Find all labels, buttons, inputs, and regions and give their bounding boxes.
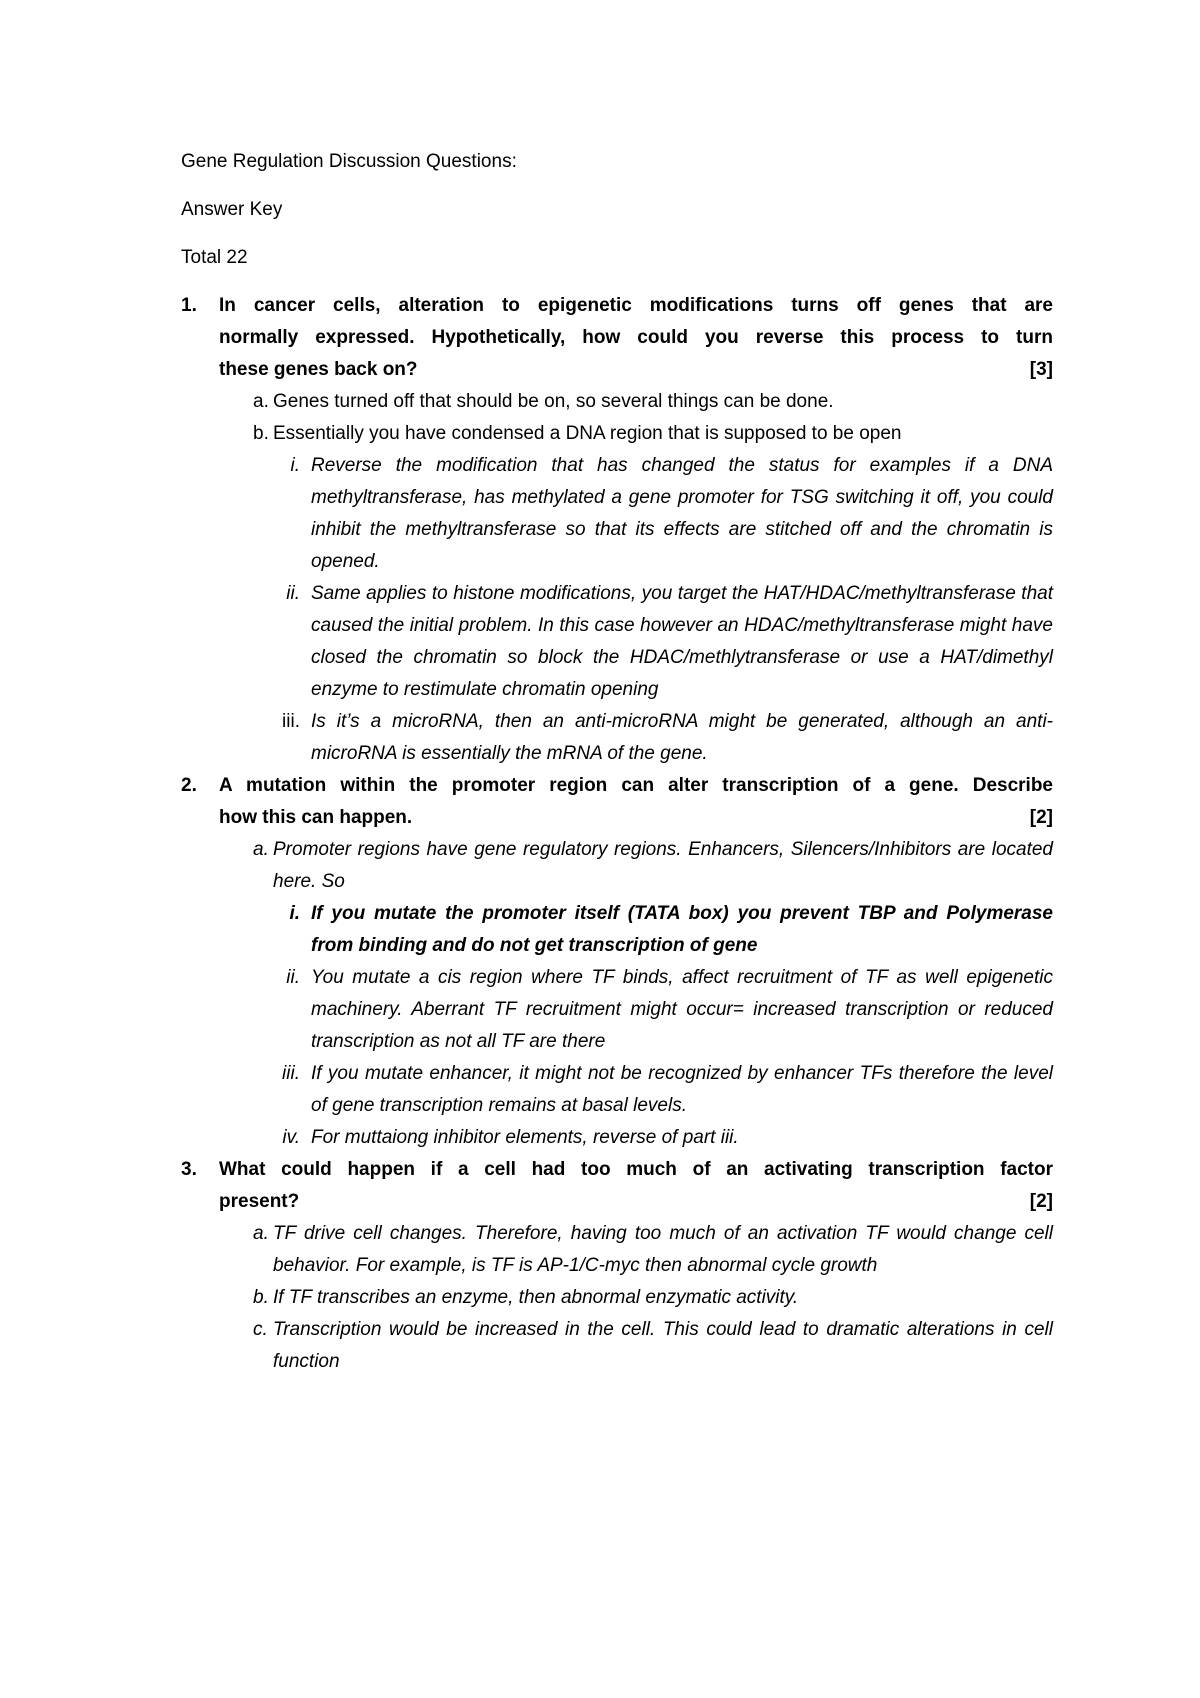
question-last-line bbox=[219, 354, 1053, 386]
answer-text: If TF transcribes an enzyme, then abnormal enzymatic activity. bbox=[273, 1287, 799, 1308]
sub-answer-marker: i. bbox=[289, 903, 300, 924]
answer-item bbox=[181, 1282, 1053, 1314]
sub-answer-text: For muttaiong inhibitor elements, reverse of part iii. bbox=[311, 1127, 739, 1148]
question-text-line: In cancer cells, alteration to epigenetic modifications turns off genes that are bbox=[219, 295, 1053, 316]
sub-answer-list bbox=[273, 450, 1053, 770]
question-3 bbox=[181, 1154, 1053, 1218]
answer-item bbox=[181, 834, 1053, 1154]
question-text-line: A mutation within the promoter region can alter transcription of a gene. Describe bbox=[219, 775, 1053, 796]
sub-answer-text: If you mutate enhancer, it might not be recognized by enhancer TFs therefore the level of gene transcription remains at basal levels. bbox=[311, 1063, 1053, 1116]
sub-answer-text: If you mutate the promoter itself (TATA box) you prevent TBP and Polymerase from binding and do not get transcription of gene bbox=[311, 903, 1053, 956]
answer-list bbox=[181, 834, 1053, 1154]
sub-answer-item bbox=[273, 962, 1053, 1058]
sub-answer-marker: ii. bbox=[286, 967, 300, 988]
answer-marker: b. bbox=[253, 423, 269, 444]
sub-answer-marker: iii. bbox=[282, 711, 300, 732]
question-marks: [2] bbox=[1029, 1191, 1053, 1212]
question-2 bbox=[181, 770, 1053, 834]
answer-item bbox=[181, 1314, 1053, 1378]
answer-text: Transcription would be increased in the cell. This could lead to dramatic alterations in cell function bbox=[273, 1319, 1053, 1372]
question-number: 2. bbox=[181, 775, 197, 796]
sub-answer-item bbox=[273, 578, 1053, 706]
answer-item bbox=[181, 386, 1053, 418]
sub-answer-text: Reverse the modification that has changed the status for examples if a DNA methyltransferase, has methylated a gene promoter for TSG switching it off, you could inhibit the methyltransferase so that its effects are stitched off and the chromatin is opened. bbox=[311, 455, 1053, 572]
sub-answer-item bbox=[273, 706, 1053, 770]
answer-item bbox=[181, 1218, 1053, 1282]
total-marks: Total 22 bbox=[181, 247, 248, 268]
answer-text: Genes turned off that should be on, so several things can be done. bbox=[273, 391, 834, 412]
question-number: 3. bbox=[181, 1159, 197, 1180]
answer-marker: b. bbox=[253, 1287, 269, 1308]
sub-answer-list bbox=[273, 898, 1053, 1154]
question-text-line: these genes back on? bbox=[219, 359, 418, 380]
document-subtitle: Answer Key bbox=[181, 199, 283, 220]
answer-text: Promoter regions have gene regulatory regions. Enhancers, Silencers/Inhibitors are located here. So bbox=[273, 839, 1053, 892]
sub-answer-marker: iv. bbox=[282, 1127, 300, 1148]
question-marks: [3] bbox=[1029, 359, 1053, 380]
answer-item bbox=[181, 418, 1053, 770]
answer-list bbox=[181, 386, 1053, 770]
answer-list bbox=[181, 1218, 1053, 1378]
sub-answer-text: Is it’s a microRNA, then an anti-microRNA might be generated, although an anti-microRNA is essentially the mRNA of the gene. bbox=[311, 711, 1053, 764]
answer-marker: c. bbox=[253, 1319, 268, 1340]
question-last-line bbox=[219, 802, 1053, 834]
question-text-line: present? bbox=[219, 1191, 300, 1212]
answer-marker: a. bbox=[253, 391, 269, 412]
question-marks: [2] bbox=[1029, 807, 1053, 828]
sub-answer-text: You mutate a cis region where TF binds, affect recruitment of TF as well epigenetic machinery. Aberrant TF recruitment might occur= increased transcription or reduced transcription as not all TF are there bbox=[311, 967, 1053, 1052]
sub-answer-item bbox=[273, 1058, 1053, 1122]
sub-answer-item bbox=[273, 450, 1053, 578]
document-content bbox=[181, 146, 1053, 1378]
question-text-line: normally expressed. Hypothetically, how could you reverse this process to turn bbox=[219, 327, 1053, 348]
answer-text: Essentially you have condensed a DNA region that is supposed to be open bbox=[273, 423, 902, 444]
question-last-line bbox=[219, 1186, 1053, 1218]
question-text-line: What could happen if a cell had too much of an activating transcription factor bbox=[219, 1159, 1053, 1180]
answer-marker: a. bbox=[253, 839, 269, 860]
sub-answer-marker: i. bbox=[290, 455, 300, 476]
document-title: Gene Regulation Discussion Questions: bbox=[181, 151, 517, 172]
sub-answer-text: Same applies to histone modifications, you target the HAT/HDAC/methyltransferase that caused the initial problem. In this case however an HDAC/methyltransferase might have closed the chromatin so block the HDAC/methlytransferase or use a HAT/dimethyl enzyme to restimulate chromatin opening bbox=[311, 583, 1053, 700]
sub-answer-marker: ii. bbox=[286, 583, 300, 604]
question-1 bbox=[181, 290, 1053, 386]
sub-answer-marker: iii. bbox=[282, 1063, 300, 1084]
sub-answer-item bbox=[273, 898, 1053, 962]
sub-answer-item bbox=[273, 1122, 1053, 1154]
answer-marker: a. bbox=[253, 1223, 269, 1244]
question-text-line: how this can happen. bbox=[219, 807, 413, 828]
question-number: 1. bbox=[181, 295, 197, 316]
answer-text: TF drive cell changes. Therefore, having too much of an activation TF would change cell behavior. For example, is TF is AP-1/C-myc then abnormal cycle growth bbox=[273, 1223, 1053, 1276]
